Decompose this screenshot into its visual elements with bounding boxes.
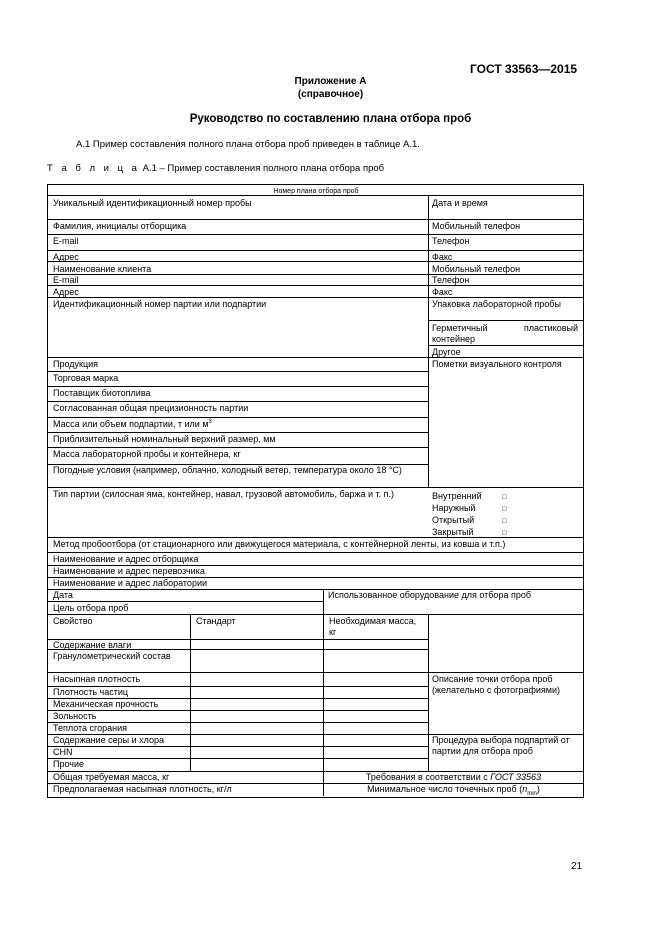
checkbox-open-icon[interactable]: □ bbox=[502, 518, 507, 525]
n-min-subscript: min bbox=[527, 790, 537, 797]
sealed-container-line1: Герметичный пластиковый bbox=[432, 323, 578, 333]
date-time-label: Дата и время bbox=[432, 198, 488, 208]
calorific-label: Теплота сгорания bbox=[53, 723, 128, 733]
plan-number-header: Номер плана отбора проб bbox=[273, 188, 359, 195]
client-name-label: Наименование клиента bbox=[53, 264, 152, 274]
supplier-label: Поставщик биотоплива bbox=[53, 388, 151, 398]
sulfur-chlorine-label: Содержание серы и хлора bbox=[53, 735, 164, 745]
client-fax-label: Факс bbox=[432, 287, 453, 297]
appendix-type: (справочное) bbox=[297, 89, 364, 100]
email-label: E-mail bbox=[53, 236, 79, 246]
checkbox-outer-icon[interactable]: □ bbox=[502, 506, 507, 513]
sampling-point-label: Описание точки отбора проб (желательно с фотографиями) bbox=[432, 674, 560, 695]
sampler-address-label: Наименование и адрес отборщика bbox=[53, 554, 199, 564]
min-increments-label bbox=[323, 784, 584, 800]
appendix-title: Приложение А bbox=[294, 76, 367, 87]
total-mass-label: Общая требуемая масса, кг bbox=[53, 772, 170, 782]
client-phone-label: Телефон bbox=[432, 275, 470, 285]
trademark-label: Торговая марка bbox=[53, 373, 119, 383]
location-open bbox=[432, 515, 506, 527]
intro-paragraph: А.1 Пример составления полного плана отбора проб приведен в таблице А.1. bbox=[76, 139, 420, 150]
granulometric-label: Гранулометрический состав bbox=[53, 651, 171, 661]
mobile-phone-label: Мобильный телефон bbox=[432, 221, 521, 231]
min-increments-text: Минимальное число точечных проб ( bbox=[367, 784, 523, 794]
page-number: 21 bbox=[571, 861, 583, 872]
phone-label: Телефон bbox=[432, 236, 470, 246]
location-closed bbox=[432, 527, 506, 539]
date-label: Дата bbox=[53, 590, 73, 600]
mass-volume-text: Масса или объем подпартии, т или м bbox=[53, 419, 209, 429]
standard-number: ГОСТ 33563—2015 bbox=[470, 62, 578, 76]
purpose-label: Цель отбора проб bbox=[53, 603, 129, 613]
location-outer bbox=[432, 503, 506, 515]
batch-type-label: Тип партии (силосная яма, контейнер, навал, грузовой автомобиль, баржа и т. п.) bbox=[53, 489, 395, 499]
property-header: Свойство bbox=[53, 616, 93, 626]
requirements-standard: ГОСТ 33563 bbox=[490, 772, 542, 782]
location-open-label: Открытый bbox=[432, 515, 475, 525]
client-mobile-label: Мобильный телефон bbox=[432, 264, 521, 274]
lab-address-label: Наименование и адрес лаборатории bbox=[53, 578, 208, 588]
carrier-address-label: Наименование и адрес перевозчика bbox=[53, 566, 205, 576]
visual-notes-label: Пометки визуального контроля bbox=[432, 359, 562, 369]
checkbox-inner-icon[interactable]: □ bbox=[502, 494, 507, 501]
client-email-label: E-mail bbox=[53, 275, 79, 285]
mass-volume-sup: 3 bbox=[208, 419, 212, 425]
table-caption-text: А.1 – Пример составления полного плана отбора проб bbox=[142, 163, 385, 174]
checkbox-closed-icon[interactable]: □ bbox=[502, 530, 507, 537]
chn-label: CHN bbox=[53, 747, 73, 757]
lab-mass-label: Масса лабораторной пробы и контейнера, кг bbox=[53, 449, 241, 459]
n-min-symbol: n bbox=[522, 784, 528, 794]
sampling-plan-table bbox=[47, 184, 584, 798]
document-title: Руководство по составлению плана отбора проб bbox=[189, 113, 472, 125]
location-closed-label: Закрытый bbox=[432, 527, 474, 537]
equipment-label: Использованное оборудование для отбора проб bbox=[328, 590, 531, 600]
location-inner-label: Внутренний bbox=[432, 491, 482, 501]
required-mass-header: Необходимая масса, кг bbox=[329, 616, 417, 637]
sampler-name-label: Фамилия, инициалы отборщика bbox=[53, 221, 187, 231]
product-label: Продукция bbox=[53, 359, 99, 369]
unique-id-label: Уникальный идентификационный номер пробы bbox=[53, 198, 252, 208]
client-address-label: Адрес bbox=[53, 287, 79, 297]
batch-id-label: Идентификационный номер партии или подпартии bbox=[53, 299, 267, 309]
moisture-label: Содержание влаги bbox=[53, 640, 132, 650]
requirements-prefix: Требования в соответствии с bbox=[365, 772, 488, 782]
lab-packaging-label: Упаковка лабораторной пробы bbox=[432, 299, 561, 309]
particle-density-label: Плотность частиц bbox=[53, 687, 129, 697]
location-inner bbox=[432, 491, 506, 503]
others-label: Прочие bbox=[53, 759, 85, 769]
min-increments-close: ) bbox=[536, 784, 540, 794]
precision-label: Согласованная общая прецизионность партии bbox=[53, 403, 249, 413]
method-label: Метод пробоотбора (от стационарного или движущегося материала, с контейнерной ленты, из ковша и т.п.) bbox=[53, 539, 506, 549]
weather-label: Погодные условия (например, облачно, холодный ветер, температура около 18 °С) bbox=[53, 465, 402, 475]
durability-label: Механическая прочность bbox=[53, 699, 159, 709]
mass-volume-label bbox=[53, 419, 212, 430]
table-label: Т а б л и ц а bbox=[47, 163, 140, 174]
sealed-container-line2: контейнер bbox=[432, 334, 476, 344]
bulk-density-label: Насыпная плотность bbox=[53, 674, 141, 684]
estimated-density-label: Предполагаемая насыпная плотность, кг/л bbox=[53, 784, 232, 794]
top-size-label: Приблизительный номинальный верхний размер, мм bbox=[53, 434, 276, 444]
requirements-label bbox=[323, 772, 584, 783]
ash-label: Зольность bbox=[53, 711, 97, 721]
location-outer-label: Наружный bbox=[432, 503, 476, 513]
address-label: Адрес bbox=[53, 252, 79, 262]
other-packaging-label: Другое bbox=[432, 347, 461, 357]
fax-label: Факс bbox=[432, 252, 453, 262]
procedure-label: Процедура выбора подпартий от партии для отбора проб bbox=[432, 735, 570, 756]
table-caption bbox=[47, 163, 384, 174]
standard-header: Стандарт bbox=[196, 616, 236, 626]
